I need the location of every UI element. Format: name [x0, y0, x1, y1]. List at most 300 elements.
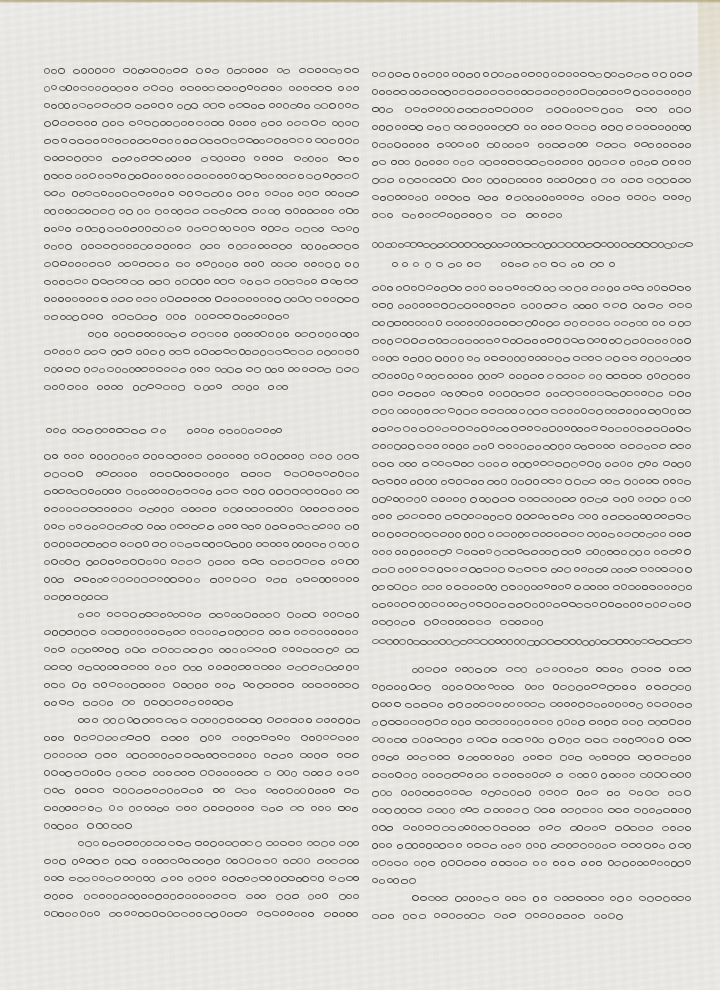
asemic-word [670, 338, 692, 343]
circle-glyph [108, 489, 114, 495]
circle-glyph [559, 142, 567, 148]
circle-glyph [58, 226, 64, 232]
asemic-word [283, 858, 312, 864]
asemic-word [590, 262, 605, 268]
circle-glyph [684, 71, 691, 77]
circle-glyph [260, 331, 268, 338]
circle-glyph [275, 718, 283, 724]
circle-glyph [118, 507, 125, 512]
asemic-word [412, 737, 463, 743]
asemic-word [564, 320, 610, 326]
circle-glyph [139, 647, 147, 652]
circle-glyph [581, 567, 588, 573]
circle-glyph [541, 808, 548, 813]
circle-glyph [610, 667, 616, 672]
circle-glyph [205, 296, 211, 302]
circle-glyph [379, 90, 385, 95]
circle-glyph [317, 770, 324, 776]
circle-glyph [205, 489, 211, 494]
circle-glyph [483, 896, 491, 901]
circle-glyph [585, 304, 591, 309]
circle-glyph [509, 584, 516, 590]
asemic-word [176, 262, 190, 267]
circle-glyph [435, 355, 443, 362]
circle-glyph [287, 191, 293, 197]
asemic-word [533, 896, 548, 902]
asemic-word [151, 428, 166, 434]
circle-glyph [235, 244, 241, 250]
circle-glyph [51, 85, 58, 91]
circle-glyph [536, 303, 542, 309]
circle-glyph [188, 121, 194, 126]
circle-glyph [255, 858, 262, 864]
circle-glyph [419, 338, 427, 344]
circle-glyph [87, 806, 94, 812]
circle-glyph [97, 788, 104, 794]
asemic-word [72, 191, 174, 197]
circle-glyph [526, 286, 533, 291]
circle-glyph [252, 665, 260, 670]
circle-glyph [408, 790, 414, 796]
circle-glyph [572, 843, 580, 849]
circle-glyph [209, 156, 216, 162]
circle-glyph [59, 349, 66, 355]
circle-glyph [437, 90, 443, 96]
circle-glyph [149, 156, 156, 162]
circle-glyph [173, 682, 180, 688]
circle-glyph [117, 841, 124, 846]
circle-glyph [379, 603, 386, 608]
circle-glyph [629, 356, 636, 362]
circle-glyph [436, 262, 443, 268]
circle-glyph [654, 356, 662, 362]
circle-glyph [569, 195, 576, 201]
circle-glyph [402, 550, 409, 555]
asemic-word [636, 107, 658, 113]
circle-glyph [323, 911, 331, 917]
circle-glyph [183, 349, 190, 355]
asemic-word [534, 808, 557, 814]
circle-glyph [329, 139, 336, 144]
circle-glyph [80, 753, 87, 759]
circle-glyph [133, 244, 140, 250]
circle-glyph [73, 542, 80, 548]
asemic-word [125, 648, 147, 653]
circle-glyph [487, 790, 494, 796]
circle-glyph [323, 173, 329, 178]
circle-glyph [307, 841, 313, 846]
circle-glyph [685, 90, 692, 96]
circle-glyph [663, 142, 670, 148]
circle-glyph [130, 138, 136, 143]
asemic-word [133, 384, 186, 390]
circle-glyph [99, 349, 107, 355]
asemic-line [372, 350, 692, 368]
circle-glyph [661, 567, 668, 572]
circle-glyph [637, 719, 644, 725]
circle-glyph [231, 385, 239, 391]
circle-glyph [125, 208, 132, 214]
asemic-word [398, 567, 419, 573]
asemic-word [405, 107, 534, 113]
circle-glyph [372, 825, 378, 831]
circle-glyph [195, 454, 202, 459]
circle-glyph [551, 303, 559, 309]
circle-glyph [617, 755, 623, 761]
circle-glyph [440, 720, 448, 726]
circle-glyph [563, 914, 570, 919]
circle-glyph [219, 648, 225, 653]
circle-glyph [168, 754, 175, 759]
circle-glyph [587, 72, 595, 78]
circle-glyph [129, 806, 136, 812]
circle-glyph [379, 860, 387, 867]
circle-glyph [332, 665, 338, 670]
circle-glyph [530, 584, 536, 589]
asemic-word [190, 367, 211, 372]
circle-glyph [506, 195, 513, 201]
circle-glyph [264, 753, 270, 759]
circle-glyph [155, 384, 163, 390]
circle-glyph [439, 532, 447, 538]
asemic-word [608, 602, 637, 607]
circle-glyph [685, 391, 691, 396]
circle-glyph [482, 720, 488, 725]
circle-glyph [608, 639, 616, 645]
circle-glyph [564, 719, 570, 725]
circle-glyph [44, 297, 51, 302]
asemic-word [578, 514, 599, 520]
circle-glyph [677, 356, 683, 363]
circle-glyph [44, 155, 52, 161]
circle-glyph [69, 524, 76, 529]
circle-glyph [502, 914, 508, 919]
circle-glyph [450, 242, 458, 248]
circle-glyph [510, 789, 517, 796]
circle-glyph [502, 703, 508, 708]
circle-glyph [497, 373, 505, 379]
circle-glyph [436, 72, 443, 78]
asemic-word [668, 790, 692, 796]
asemic-line [372, 315, 692, 333]
circle-glyph [296, 841, 302, 846]
circle-glyph [227, 366, 234, 373]
circle-glyph [445, 515, 452, 520]
asemic-word [391, 160, 411, 166]
circle-glyph [353, 489, 359, 494]
circle-glyph [186, 559, 193, 565]
circle-glyph [124, 472, 130, 477]
asemic-word [187, 428, 215, 434]
circle-glyph [530, 374, 537, 379]
asemic-word [274, 279, 318, 284]
circle-glyph [484, 195, 492, 201]
circle-glyph [215, 454, 221, 459]
circle-glyph [541, 409, 548, 414]
circle-glyph [669, 444, 676, 450]
circle-glyph [227, 630, 233, 635]
asemic-word [215, 367, 243, 372]
circle-glyph [144, 630, 150, 636]
circle-glyph [510, 720, 517, 726]
circle-glyph [628, 585, 635, 590]
asemic-line [44, 344, 360, 362]
circle-glyph [539, 160, 546, 165]
circle-glyph [337, 753, 343, 758]
circle-glyph [431, 602, 438, 608]
circle-glyph [268, 665, 274, 670]
circle-glyph [442, 125, 449, 131]
circle-glyph [344, 68, 352, 74]
circle-glyph [302, 121, 310, 126]
circle-glyph [629, 321, 636, 326]
asemic-word [669, 738, 692, 743]
circle-glyph [173, 68, 181, 73]
circle-glyph [353, 209, 359, 214]
circle-glyph [626, 896, 632, 901]
circle-glyph [623, 602, 630, 608]
circle-glyph [318, 806, 324, 811]
circle-glyph [640, 356, 648, 362]
circle-glyph [305, 541, 312, 547]
circle-glyph [547, 160, 554, 166]
circle-glyph [677, 639, 685, 646]
circle-glyph [260, 209, 267, 214]
asemic-word [76, 226, 182, 232]
circle-glyph [347, 859, 353, 864]
circle-glyph [519, 497, 526, 503]
circle-glyph [512, 443, 519, 449]
circle-glyph [78, 428, 85, 433]
circle-glyph [485, 496, 492, 503]
circle-glyph [124, 103, 131, 108]
circle-glyph [262, 647, 268, 653]
circle-glyph [685, 461, 692, 467]
circle-glyph [602, 514, 609, 519]
asemic-word [103, 717, 187, 723]
circle-glyph [100, 297, 107, 302]
circle-glyph [179, 630, 186, 635]
asemic-paragraph [372, 280, 692, 632]
circle-glyph [664, 90, 671, 96]
circle-glyph [211, 911, 219, 918]
circle-glyph [496, 390, 503, 397]
circle-glyph [592, 826, 599, 831]
circle-glyph [480, 285, 486, 291]
circle-glyph [594, 913, 601, 918]
circle-glyph [425, 667, 432, 673]
asemic-word [270, 559, 326, 565]
asemic-word [460, 567, 506, 572]
circle-glyph [95, 314, 103, 321]
asemic-word [403, 913, 426, 919]
circle-glyph [571, 461, 579, 468]
circle-glyph [88, 68, 94, 74]
circle-glyph [245, 665, 252, 670]
circle-glyph [274, 279, 281, 284]
circle-glyph [44, 859, 51, 864]
circle-glyph [432, 532, 439, 538]
circle-glyph [372, 195, 380, 201]
circle-glyph [214, 138, 221, 144]
circle-glyph [110, 542, 117, 548]
asemic-word [44, 788, 66, 794]
circle-glyph [644, 603, 652, 608]
circle-glyph [615, 702, 622, 709]
circle-glyph [508, 826, 516, 832]
asemic-word [311, 806, 332, 812]
circle-glyph [372, 861, 379, 867]
circle-glyph [676, 514, 683, 520]
circle-glyph [280, 524, 288, 530]
circle-glyph [379, 160, 387, 166]
circle-glyph [393, 90, 400, 95]
asemic-word [315, 138, 360, 144]
circle-glyph [239, 542, 245, 548]
asemic-word [512, 461, 602, 467]
circle-glyph [523, 373, 529, 379]
circle-glyph [452, 567, 458, 572]
circle-glyph [88, 314, 95, 319]
circle-glyph [328, 209, 335, 214]
circle-glyph [424, 409, 431, 414]
circle-glyph [143, 121, 151, 127]
circle-glyph [224, 524, 230, 530]
circle-glyph [645, 496, 653, 502]
circle-glyph [292, 471, 299, 476]
circle-glyph [470, 496, 478, 503]
asemic-word [441, 391, 484, 397]
circle-glyph [84, 349, 91, 354]
circle-glyph [561, 790, 569, 795]
circle-glyph [189, 912, 196, 917]
circle-glyph [210, 226, 218, 232]
asemic-line [44, 308, 360, 326]
circle-glyph [380, 567, 387, 572]
circle-glyph [522, 808, 529, 814]
circle-glyph [458, 720, 464, 726]
circle-glyph [533, 409, 540, 415]
circle-glyph [151, 700, 158, 706]
asemic-word [540, 338, 586, 344]
circle-glyph [330, 612, 337, 618]
circle-glyph [218, 103, 225, 109]
circle-glyph [185, 156, 191, 161]
circle-glyph [51, 68, 57, 73]
circle-glyph [79, 192, 85, 197]
circle-glyph [678, 142, 685, 148]
circle-glyph [440, 913, 447, 919]
circle-glyph [388, 566, 395, 572]
circle-glyph [46, 428, 52, 434]
circle-glyph [196, 912, 202, 917]
circle-glyph [550, 567, 556, 572]
circle-glyph [596, 584, 602, 590]
asemic-word [315, 297, 359, 303]
circle-glyph [684, 373, 691, 378]
asemic-word [462, 178, 483, 184]
circle-glyph [66, 350, 73, 355]
circle-glyph [583, 773, 590, 778]
circle-glyph [463, 408, 471, 415]
circle-glyph [123, 428, 131, 433]
circle-glyph [319, 524, 326, 530]
asemic-line [44, 465, 360, 483]
asemic-word [638, 461, 659, 467]
circle-glyph [652, 479, 660, 485]
circle-glyph [493, 808, 499, 814]
asemic-word [478, 462, 508, 467]
asemic-word [372, 702, 401, 708]
asemic-word [569, 772, 598, 778]
circle-glyph [472, 108, 479, 113]
circle-glyph [101, 858, 109, 864]
circle-glyph [550, 444, 557, 450]
circle-glyph [395, 720, 403, 726]
asemic-word [654, 549, 692, 555]
asemic-word [129, 121, 225, 127]
circle-glyph [275, 630, 282, 636]
circle-glyph [444, 89, 451, 96]
circle-glyph [232, 314, 239, 320]
asemic-line [44, 553, 360, 571]
circle-glyph [321, 753, 328, 759]
circle-glyph [133, 156, 140, 162]
circle-glyph [647, 702, 654, 707]
circle-glyph [534, 426, 541, 432]
circle-glyph [231, 489, 239, 495]
circle-glyph [442, 195, 448, 201]
circle-glyph [338, 208, 345, 214]
circle-glyph [109, 841, 116, 846]
circle-glyph [493, 160, 500, 165]
circle-glyph [265, 612, 273, 618]
circle-glyph [541, 356, 547, 361]
asemic-word [372, 602, 417, 608]
circle-glyph [611, 303, 619, 309]
circle-glyph [501, 321, 508, 327]
circle-glyph [294, 332, 300, 338]
circle-glyph [403, 426, 411, 432]
asemic-word [44, 261, 113, 267]
circle-glyph [176, 876, 183, 882]
circle-glyph [66, 85, 72, 91]
circle-glyph [147, 261, 154, 267]
circle-glyph [609, 755, 616, 760]
circle-glyph [167, 788, 174, 795]
circle-glyph [323, 735, 330, 741]
circle-glyph [416, 549, 423, 555]
circle-glyph [353, 262, 359, 268]
circle-glyph [425, 720, 432, 726]
circle-glyph [88, 332, 95, 338]
circle-glyph [588, 356, 594, 361]
circle-glyph [343, 244, 351, 251]
circle-glyph [403, 356, 410, 362]
circle-glyph [455, 531, 462, 538]
circle-glyph [530, 242, 537, 248]
circle-glyph [558, 72, 565, 78]
circle-glyph [558, 408, 565, 414]
circle-glyph [601, 532, 607, 537]
circle-glyph [165, 453, 173, 459]
circle-glyph [477, 124, 484, 130]
asemic-word [434, 913, 485, 919]
circle-glyph [78, 454, 85, 460]
circle-glyph [393, 602, 399, 608]
circle-glyph [423, 142, 430, 148]
circle-glyph [287, 683, 294, 688]
